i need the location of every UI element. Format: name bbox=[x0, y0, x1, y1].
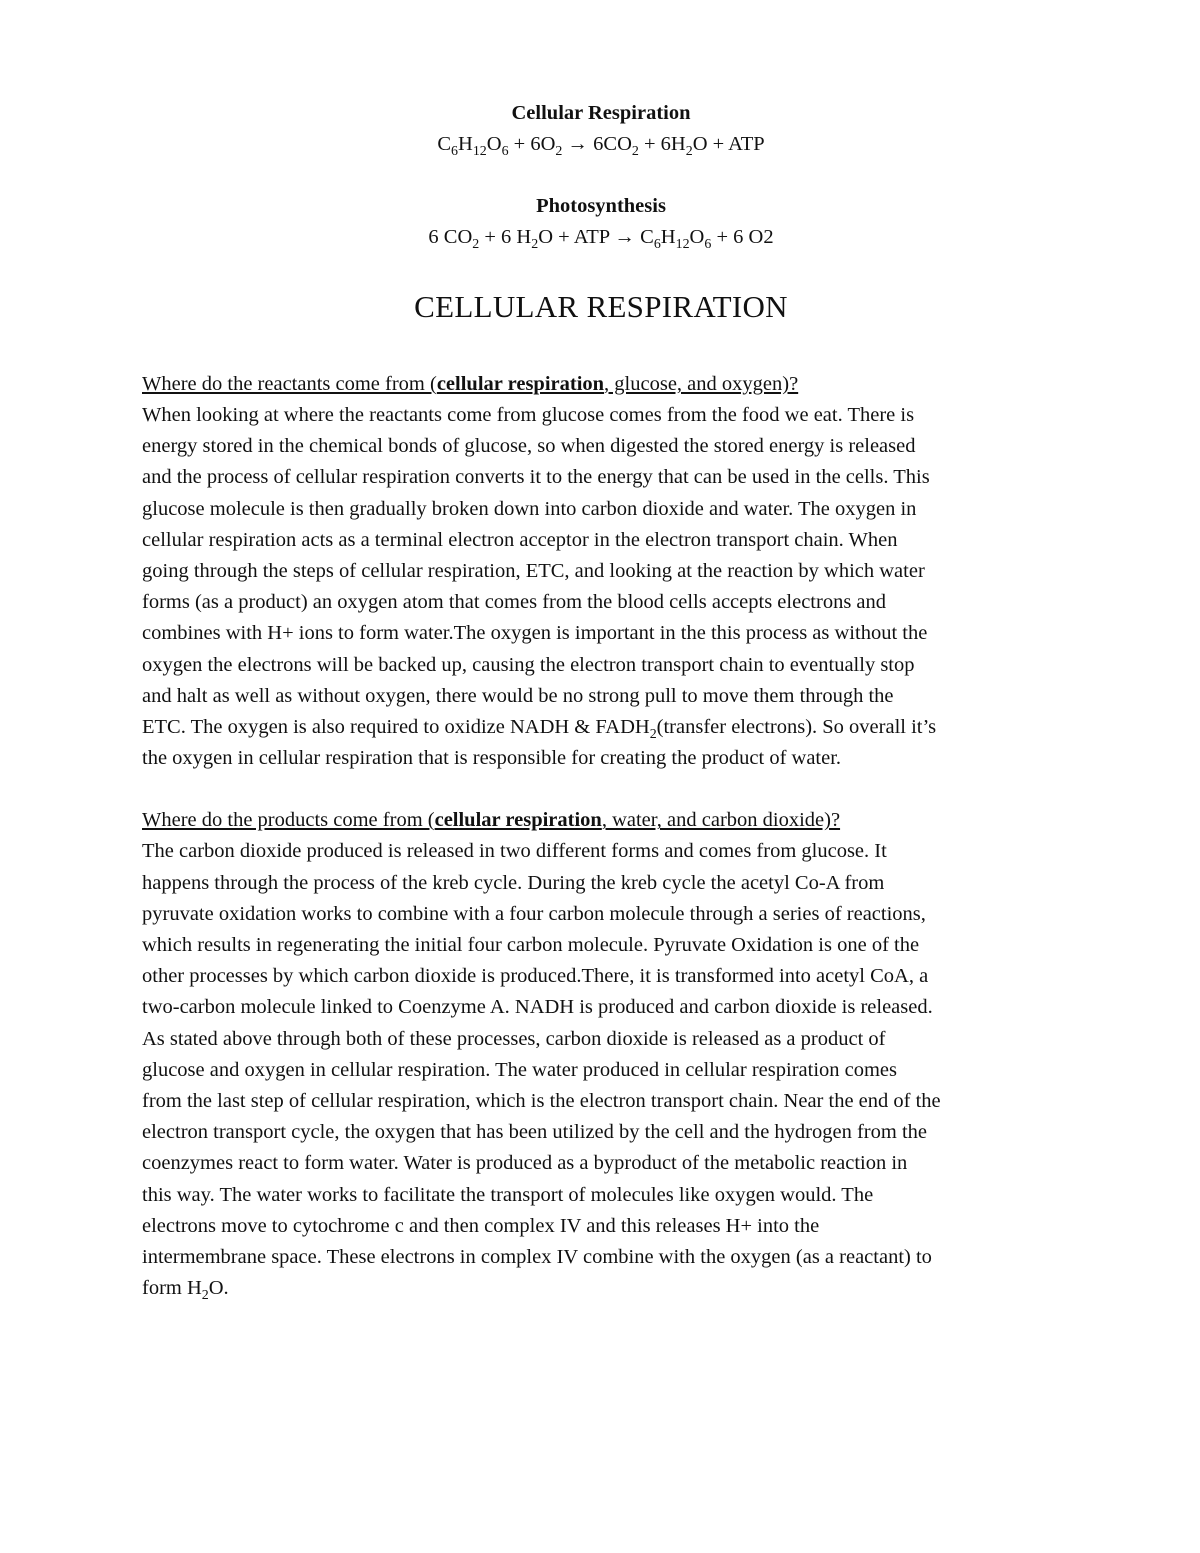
paragraph-line: When looking at where the reactants come from glucose comes from the food we eat. There is bbox=[142, 404, 915, 426]
respiration-equation: $C_6H_{12}O_6 + 6O_2 \to 6CO_2 + 6H_2O$ + ATP bbox=[437, 133, 765, 159]
paragraph-line: glucose and oxygen in cellular respiration. The water produced in cellular respiration comes bbox=[142, 1058, 898, 1081]
paragraph-line: pyruvate oxidation works to combine with a four carbon molecule through a series of reactions, bbox=[142, 902, 926, 925]
paragraph-line: glucose molecule is then gradually broken down into carbon dioxide and water. The oxygen in bbox=[142, 497, 917, 520]
paragraph-line: As stated above through both of these processes, carbon dioxide is released as a product of bbox=[142, 1027, 886, 1050]
paragraph-line: from the last step of cellular respiration, which is the electron transport chain. Near the end of the bbox=[142, 1090, 941, 1113]
paragraph-line: two-carbon molecule linked to Coenzyme A. NADH is produced and carbon dioxide is released. bbox=[142, 996, 933, 1019]
products-section bbox=[142, 805, 1060, 1304]
page-title: CELLULAR RESPIRATION bbox=[414, 289, 788, 324]
products-paragraph bbox=[142, 836, 1060, 1304]
paragraph-line: ETC. The oxygen is also required to oxidize NADH & $FADH_2(transfer$ electrons). So overall it’s bbox=[142, 716, 937, 742]
paragraph-line: forms (as a product) an oxygen atom that comes from the blood cells accepts electrons and bbox=[142, 591, 887, 614]
photosynthesis-equation: 6 $CO_2 + 6$ $H_2O$ + ATP → $C_6H_{12}O_6 + 6$ O2 bbox=[428, 226, 774, 252]
paragraph-line: which results in regenerating the initial four carbon molecule. Pyruvate Oxidation is one of the bbox=[142, 934, 920, 957]
paragraph-line: The carbon dioxide produced is released in two different forms and comes from glucose. It bbox=[142, 840, 887, 863]
paragraph-line: electrons move to cytochrome c and then complex IV and this releases H+ into the bbox=[142, 1214, 820, 1237]
paragraph-line: coenzymes react to form water. Water is produced as a byproduct of the metabolic reaction in bbox=[142, 1152, 908, 1175]
paragraph-line: form $H_2O$. bbox=[142, 1277, 229, 1304]
respiration-equation-title: Cellular Respiration bbox=[511, 102, 691, 124]
photosynthesis-equation-title: Photosynthesis bbox=[536, 195, 666, 217]
paragraph-line: this way. The water works to facilitate the transport of molecules like oxygen would. The bbox=[142, 1183, 874, 1206]
paragraph-line: the oxygen in cellular respiration that is responsible for creating the product of water. bbox=[142, 747, 842, 770]
paragraph-line: intermembrane space. These electrons in complex IV combine with the oxygen (as a reactant) to bbox=[142, 1246, 932, 1269]
equations-block bbox=[142, 98, 1060, 327]
paragraph-line: and the process of cellular respiration converts it to the energy that can be used in the cells. This bbox=[142, 466, 930, 489]
products-question: Where do the products come from (cellular respiration, water, and carbon dioxide)? bbox=[142, 809, 841, 832]
spacer bbox=[142, 160, 1060, 191]
paragraph-line: happens through the process of the kreb cycle. During the kreb cycle the acetyl Co-A from bbox=[142, 871, 885, 894]
paragraph-line: cellular respiration acts as a terminal electron acceptor in the electron transport chain. When bbox=[142, 528, 898, 551]
paragraph-line: oxygen the electrons will be backed up, causing the electron transport chain to eventually stop bbox=[142, 653, 915, 676]
paragraph-line: and halt as well as without oxygen, there would be no strong pull to move them through the bbox=[142, 684, 894, 707]
paragraph-line: combines with H+ ions to form water.The oxygen is important in the this process as without the bbox=[142, 622, 928, 645]
reactants-paragraph bbox=[142, 400, 1060, 774]
paragraph-line: other processes by which carbon dioxide is produced.There, it is transformed into acetyl CoA, a bbox=[142, 965, 929, 988]
paragraph-line: going through the steps of cellular respiration, ETC, and looking at the reaction by which water bbox=[142, 560, 925, 583]
paragraph-line: electron transport cycle, the oxygen that has been utilized by the cell and the hydrogen from the bbox=[142, 1121, 927, 1144]
reactants-section bbox=[142, 369, 1060, 774]
reactants-question: Where do the reactants come from (cellular respiration, glucose, and oxygen)? bbox=[142, 373, 799, 395]
paragraph-line: energy stored in the chemical bonds of glucose, so when digested the stored energy is released bbox=[142, 435, 916, 458]
